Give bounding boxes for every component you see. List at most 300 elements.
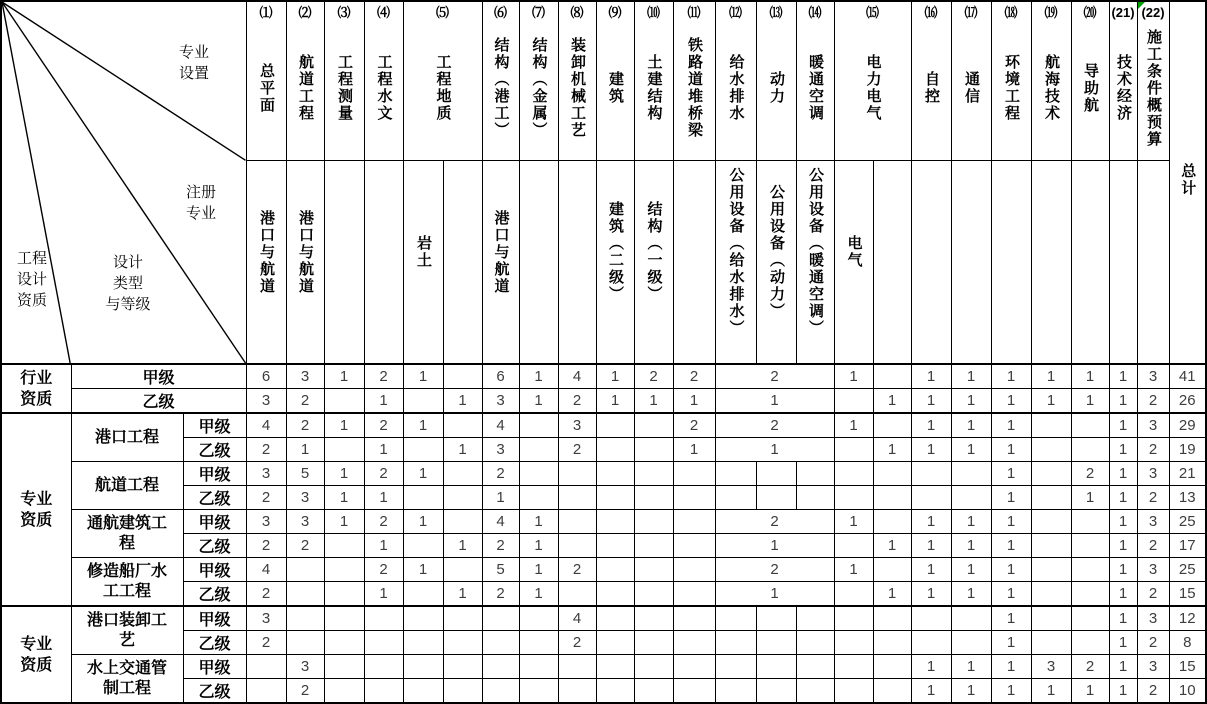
value-cell: 1 bbox=[991, 631, 1031, 655]
registered-cell bbox=[364, 161, 403, 365]
value-cell: 1 bbox=[403, 364, 443, 389]
value-cell: 1 bbox=[364, 389, 403, 414]
registered-cell bbox=[324, 161, 364, 365]
value-cell: 3 bbox=[1137, 558, 1169, 582]
value-cell bbox=[519, 606, 558, 631]
row-total-cell: 15 bbox=[1169, 582, 1206, 607]
value-cell bbox=[1071, 582, 1109, 607]
value-cell bbox=[634, 655, 673, 679]
value-cell: 1 bbox=[519, 364, 558, 389]
category-label: 港口装卸工艺 bbox=[71, 606, 183, 655]
value-cell bbox=[834, 462, 873, 486]
value-cell bbox=[1071, 606, 1109, 631]
value-cell bbox=[403, 438, 443, 462]
value-cell bbox=[443, 413, 482, 438]
value-cell bbox=[951, 462, 991, 486]
value-cell bbox=[596, 486, 634, 510]
value-cell bbox=[1031, 534, 1071, 558]
value-cell: 1 bbox=[951, 438, 991, 462]
value-cell: 1 bbox=[286, 438, 324, 462]
grade-label: 甲级 bbox=[183, 606, 246, 631]
value-cell: 1 bbox=[911, 510, 951, 534]
value-cell bbox=[834, 486, 873, 510]
value-cell: 1 bbox=[364, 534, 403, 558]
value-cell bbox=[673, 510, 715, 534]
value-cell bbox=[558, 534, 596, 558]
value-cell: 3 bbox=[1137, 606, 1169, 631]
value-cell: 1 bbox=[1071, 389, 1109, 414]
value-cell: 1 bbox=[1109, 510, 1137, 534]
value-cell: 2 bbox=[1137, 582, 1169, 607]
value-cell: 2 bbox=[286, 534, 324, 558]
value-cell bbox=[1031, 558, 1071, 582]
value-cell: 1 bbox=[443, 438, 482, 462]
value-cell bbox=[519, 486, 558, 510]
value-cell: 1 bbox=[324, 510, 364, 534]
grade-label: 乙级 bbox=[183, 582, 246, 607]
value-cell bbox=[482, 631, 519, 655]
value-cell: 1 bbox=[951, 510, 991, 534]
row-total-cell: 29 bbox=[1169, 413, 1206, 438]
qualification-label: 行业资质 bbox=[1, 364, 71, 413]
category-label: 通航建筑工程 bbox=[71, 510, 183, 558]
value-cell bbox=[324, 389, 364, 414]
value-cell bbox=[1071, 510, 1109, 534]
corner-label-engineering-design-qualification: 工程 设计 资质 bbox=[16, 250, 47, 309]
value-cell: 2 bbox=[673, 413, 715, 438]
grade-label: 乙级 bbox=[183, 631, 246, 655]
value-cell bbox=[873, 486, 911, 510]
value-cell: 1 bbox=[1109, 438, 1137, 462]
value-cell bbox=[558, 462, 596, 486]
row-total-cell: 25 bbox=[1169, 558, 1206, 582]
value-cell: 1 bbox=[911, 679, 951, 704]
value-cell: 2 bbox=[558, 438, 596, 462]
value-cell bbox=[634, 438, 673, 462]
value-cell: 1 bbox=[1109, 534, 1137, 558]
value-cell: 1 bbox=[1109, 364, 1137, 389]
value-cell bbox=[796, 606, 834, 631]
registered-cell: 公用设备（给水排水） bbox=[715, 161, 756, 365]
green-corner-marker bbox=[1138, 2, 1145, 9]
value-cell: 2 bbox=[1137, 486, 1169, 510]
col-header-7: ⑺ 结构（金属） bbox=[519, 1, 558, 161]
value-cell: 1 bbox=[951, 534, 991, 558]
registered-cell bbox=[1031, 161, 1071, 365]
table-row bbox=[1, 510, 1206, 534]
value-cell bbox=[834, 534, 873, 558]
row-total-cell: 8 bbox=[1169, 631, 1206, 655]
value-cell: 1 bbox=[834, 413, 873, 438]
table-row bbox=[1, 389, 1206, 414]
value-cell bbox=[1031, 486, 1071, 510]
qualification-label: 专业资质 bbox=[1, 606, 71, 703]
row-total-cell: 15 bbox=[1169, 655, 1206, 679]
value-cell: 4 bbox=[482, 413, 519, 438]
value-cell bbox=[324, 582, 364, 607]
registered-cell bbox=[519, 161, 558, 365]
col-header-10: ⑽ 土建结构 bbox=[634, 1, 673, 161]
value-cell bbox=[1071, 413, 1109, 438]
value-cell: 1 bbox=[951, 389, 991, 414]
value-cell: 1 bbox=[911, 364, 951, 389]
col-header-4: ⑷ 工程水文 bbox=[364, 1, 403, 161]
grade-label: 乙级 bbox=[71, 389, 246, 414]
value-cell bbox=[756, 655, 796, 679]
grade-label: 甲级 bbox=[183, 510, 246, 534]
value-cell: 1 bbox=[1109, 582, 1137, 607]
value-cell: 2 bbox=[246, 534, 286, 558]
col-header-5: ⑸ 工程地质 bbox=[403, 1, 482, 161]
grade-label: 甲级 bbox=[183, 462, 246, 486]
col-header-2: ⑵ 航道工程 bbox=[286, 1, 324, 161]
value-cell bbox=[403, 486, 443, 510]
value-cell bbox=[403, 631, 443, 655]
table-row bbox=[1, 606, 1206, 631]
value-cell bbox=[796, 462, 834, 486]
value-cell: 1 bbox=[991, 364, 1031, 389]
value-cell: 1 bbox=[596, 389, 634, 414]
value-cell-utilities-merged: 1 bbox=[715, 389, 834, 414]
value-cell bbox=[756, 631, 796, 655]
value-cell: 1 bbox=[403, 510, 443, 534]
value-cell bbox=[443, 631, 482, 655]
value-cell: 1 bbox=[991, 510, 1031, 534]
value-cell: 1 bbox=[951, 582, 991, 607]
value-cell bbox=[634, 679, 673, 704]
value-cell: 1 bbox=[634, 389, 673, 414]
value-cell: 1 bbox=[403, 558, 443, 582]
value-cell bbox=[482, 655, 519, 679]
value-cell: 2 bbox=[364, 413, 403, 438]
registered-cell bbox=[1071, 161, 1109, 365]
value-cell: 1 bbox=[911, 655, 951, 679]
value-cell bbox=[834, 438, 873, 462]
value-cell bbox=[756, 679, 796, 704]
registered-cell bbox=[911, 161, 951, 365]
value-cell bbox=[519, 655, 558, 679]
value-cell bbox=[558, 510, 596, 534]
value-cell bbox=[596, 679, 634, 704]
value-cell bbox=[443, 364, 482, 389]
value-cell: 1 bbox=[364, 582, 403, 607]
value-cell: 2 bbox=[286, 413, 324, 438]
value-cell: 1 bbox=[1109, 389, 1137, 414]
value-cell bbox=[911, 631, 951, 655]
value-cell: 3 bbox=[246, 462, 286, 486]
value-cell: 1 bbox=[403, 413, 443, 438]
value-cell-utilities-merged: 1 bbox=[715, 582, 834, 607]
row-total-cell: 12 bbox=[1169, 606, 1206, 631]
value-cell bbox=[873, 558, 911, 582]
value-cell: 2 bbox=[558, 631, 596, 655]
value-cell: 1 bbox=[911, 558, 951, 582]
value-cell: 1 bbox=[834, 558, 873, 582]
value-cell: 1 bbox=[1109, 655, 1137, 679]
value-cell bbox=[596, 582, 634, 607]
col-header-19: ⒆ 航海技术 bbox=[1031, 1, 1071, 161]
value-cell bbox=[715, 462, 756, 486]
value-cell: 2 bbox=[1071, 462, 1109, 486]
grade-label: 乙级 bbox=[183, 679, 246, 704]
value-cell: 1 bbox=[1071, 364, 1109, 389]
value-cell: 1 bbox=[482, 486, 519, 510]
registered-cell: 电气 bbox=[834, 161, 873, 365]
value-cell bbox=[951, 486, 991, 510]
value-cell: 1 bbox=[1109, 462, 1137, 486]
col-header-13: ⒀ 动力 bbox=[756, 1, 796, 161]
grade-label: 乙级 bbox=[183, 438, 246, 462]
table-row bbox=[1, 413, 1206, 438]
category-label: 修造船厂水工工程 bbox=[71, 558, 183, 607]
value-cell bbox=[873, 364, 911, 389]
value-cell bbox=[1071, 534, 1109, 558]
value-cell bbox=[596, 558, 634, 582]
value-cell bbox=[519, 679, 558, 704]
value-cell bbox=[324, 558, 364, 582]
value-cell: 1 bbox=[991, 438, 1031, 462]
value-cell: 1 bbox=[1071, 679, 1109, 704]
value-cell bbox=[364, 631, 403, 655]
value-cell bbox=[834, 582, 873, 607]
value-cell bbox=[673, 486, 715, 510]
value-cell: 1 bbox=[991, 413, 1031, 438]
value-cell: 3 bbox=[286, 364, 324, 389]
value-cell bbox=[1071, 558, 1109, 582]
registered-cell bbox=[673, 161, 715, 365]
value-cell bbox=[911, 606, 951, 631]
value-cell: 2 bbox=[558, 389, 596, 414]
value-cell: 2 bbox=[364, 462, 403, 486]
value-cell bbox=[1031, 510, 1071, 534]
table-row bbox=[1, 462, 1206, 486]
value-cell bbox=[715, 486, 756, 510]
value-cell bbox=[673, 582, 715, 607]
value-cell: 1 bbox=[1031, 679, 1071, 704]
registered-cell: 建筑（二级） bbox=[596, 161, 634, 365]
col-header-6: ⑹ 结构（港工） bbox=[482, 1, 519, 161]
value-cell: 2 bbox=[482, 582, 519, 607]
value-cell bbox=[1031, 413, 1071, 438]
value-cell: 2 bbox=[673, 364, 715, 389]
value-cell: 6 bbox=[246, 364, 286, 389]
registered-cell: 港口与航道 bbox=[482, 161, 519, 365]
value-cell bbox=[324, 438, 364, 462]
value-cell: 1 bbox=[951, 413, 991, 438]
value-cell bbox=[519, 462, 558, 486]
value-cell: 3 bbox=[1031, 655, 1071, 679]
value-cell: 1 bbox=[519, 582, 558, 607]
col-header-1: ⑴ 总平面 bbox=[246, 1, 286, 161]
value-cell: 3 bbox=[1137, 655, 1169, 679]
value-cell-utilities-merged: 2 bbox=[715, 558, 834, 582]
registered-cell bbox=[443, 161, 482, 365]
value-cell bbox=[596, 462, 634, 486]
value-cell: 1 bbox=[364, 438, 403, 462]
value-cell bbox=[403, 389, 443, 414]
value-cell: 3 bbox=[286, 486, 324, 510]
category-label: 港口工程 bbox=[71, 413, 183, 462]
value-cell: 1 bbox=[324, 364, 364, 389]
col-header-9: ⑼ 建筑 bbox=[596, 1, 634, 161]
value-cell bbox=[596, 606, 634, 631]
value-cell: 1 bbox=[1109, 606, 1137, 631]
value-cell: 1 bbox=[991, 486, 1031, 510]
value-cell: 2 bbox=[1137, 679, 1169, 704]
col-header-total: 总计 bbox=[1169, 1, 1206, 364]
value-cell: 1 bbox=[1071, 486, 1109, 510]
value-cell: 2 bbox=[246, 582, 286, 607]
value-cell bbox=[519, 413, 558, 438]
value-cell bbox=[482, 679, 519, 704]
value-cell: 3 bbox=[1137, 462, 1169, 486]
registered-cell: 港口与航道 bbox=[286, 161, 324, 365]
row-total-cell: 26 bbox=[1169, 389, 1206, 414]
qualification-label: 专业资质 bbox=[1, 413, 71, 606]
value-cell: 4 bbox=[246, 413, 286, 438]
value-cell bbox=[834, 389, 873, 414]
col-header-3: ⑶ 工程测量 bbox=[324, 1, 364, 161]
value-cell bbox=[443, 679, 482, 704]
value-cell: 3 bbox=[482, 389, 519, 414]
value-cell: 1 bbox=[873, 534, 911, 558]
grade-label: 甲级 bbox=[183, 413, 246, 438]
value-cell: 4 bbox=[482, 510, 519, 534]
category-label: 水上交通管制工程 bbox=[71, 655, 183, 704]
value-cell bbox=[673, 631, 715, 655]
value-cell: 2 bbox=[246, 486, 286, 510]
grade-label: 甲级 bbox=[183, 655, 246, 679]
value-cell: 3 bbox=[246, 510, 286, 534]
value-cell bbox=[911, 462, 951, 486]
value-cell bbox=[596, 510, 634, 534]
value-cell bbox=[634, 582, 673, 607]
value-cell bbox=[403, 679, 443, 704]
value-cell: 4 bbox=[246, 558, 286, 582]
col-header-22: (22) 施工条件概预算 bbox=[1137, 1, 1169, 161]
value-cell: 1 bbox=[519, 534, 558, 558]
value-cell: 2 bbox=[246, 631, 286, 655]
value-cell: 1 bbox=[364, 486, 403, 510]
value-cell: 2 bbox=[482, 534, 519, 558]
value-cell bbox=[596, 534, 634, 558]
row-total-cell: 41 bbox=[1169, 364, 1206, 389]
header-row-specialty bbox=[1, 1, 1206, 161]
value-cell: 3 bbox=[286, 655, 324, 679]
value-cell bbox=[873, 631, 911, 655]
row-total-cell: 19 bbox=[1169, 438, 1206, 462]
value-cell bbox=[324, 606, 364, 631]
value-cell bbox=[482, 606, 519, 631]
value-cell: 1 bbox=[991, 679, 1031, 704]
value-cell: 1 bbox=[873, 438, 911, 462]
registered-cell bbox=[558, 161, 596, 365]
value-cell bbox=[246, 679, 286, 704]
value-cell bbox=[443, 510, 482, 534]
value-cell bbox=[951, 606, 991, 631]
registered-cell: 公用设备（动力） bbox=[756, 161, 796, 365]
category-label: 航道工程 bbox=[71, 462, 183, 510]
value-cell bbox=[286, 631, 324, 655]
value-cell bbox=[596, 631, 634, 655]
value-cell: 1 bbox=[873, 582, 911, 607]
col-header-14: ⒁ 暖通空调 bbox=[796, 1, 834, 161]
value-cell: 1 bbox=[1031, 389, 1071, 414]
value-cell bbox=[558, 582, 596, 607]
row-total-cell: 13 bbox=[1169, 486, 1206, 510]
value-cell: 2 bbox=[286, 679, 324, 704]
value-cell: 1 bbox=[673, 438, 715, 462]
value-cell bbox=[673, 462, 715, 486]
value-cell bbox=[796, 631, 834, 655]
value-cell: 5 bbox=[482, 558, 519, 582]
value-cell: 1 bbox=[911, 438, 951, 462]
value-cell: 1 bbox=[443, 534, 482, 558]
value-cell bbox=[1031, 462, 1071, 486]
row-total-cell: 25 bbox=[1169, 510, 1206, 534]
value-cell bbox=[286, 606, 324, 631]
value-cell bbox=[364, 606, 403, 631]
value-cell bbox=[873, 679, 911, 704]
value-cell bbox=[634, 558, 673, 582]
registered-cell bbox=[1137, 161, 1169, 365]
value-cell bbox=[596, 655, 634, 679]
value-cell: 1 bbox=[596, 364, 634, 389]
col-header-11: ⑾ 铁路道堆桥梁 bbox=[673, 1, 715, 161]
value-cell bbox=[1071, 438, 1109, 462]
value-cell: 1 bbox=[911, 389, 951, 414]
value-cell: 3 bbox=[246, 606, 286, 631]
value-cell bbox=[1031, 606, 1071, 631]
value-cell bbox=[286, 558, 324, 582]
value-cell: 1 bbox=[1031, 364, 1071, 389]
value-cell: 1 bbox=[1109, 486, 1137, 510]
grade-label: 乙级 bbox=[183, 534, 246, 558]
col-header-18: ⒅ 环境工程 bbox=[991, 1, 1031, 161]
value-cell bbox=[403, 655, 443, 679]
value-cell bbox=[756, 606, 796, 631]
value-cell-utilities-merged: 2 bbox=[715, 510, 834, 534]
value-cell bbox=[519, 631, 558, 655]
value-cell bbox=[558, 655, 596, 679]
value-cell bbox=[673, 534, 715, 558]
value-cell bbox=[634, 534, 673, 558]
value-cell-utilities-merged: 1 bbox=[715, 534, 834, 558]
value-cell: 1 bbox=[951, 364, 991, 389]
value-cell bbox=[1031, 582, 1071, 607]
value-cell: 1 bbox=[673, 389, 715, 414]
grade-label: 乙级 bbox=[183, 486, 246, 510]
value-cell bbox=[796, 655, 834, 679]
row-total-cell: 21 bbox=[1169, 462, 1206, 486]
value-cell bbox=[1031, 631, 1071, 655]
value-cell: 1 bbox=[324, 486, 364, 510]
value-cell bbox=[443, 606, 482, 631]
value-cell bbox=[673, 558, 715, 582]
value-cell: 2 bbox=[364, 558, 403, 582]
value-cell: 1 bbox=[1109, 631, 1137, 655]
value-cell bbox=[443, 462, 482, 486]
value-cell bbox=[796, 679, 834, 704]
col-header-20: ⒇ 导助航 bbox=[1071, 1, 1109, 161]
value-cell bbox=[951, 631, 991, 655]
value-cell bbox=[756, 486, 796, 510]
value-cell: 5 bbox=[286, 462, 324, 486]
value-cell bbox=[324, 534, 364, 558]
value-cell bbox=[443, 558, 482, 582]
value-cell: 2 bbox=[558, 558, 596, 582]
value-cell bbox=[1071, 631, 1109, 655]
